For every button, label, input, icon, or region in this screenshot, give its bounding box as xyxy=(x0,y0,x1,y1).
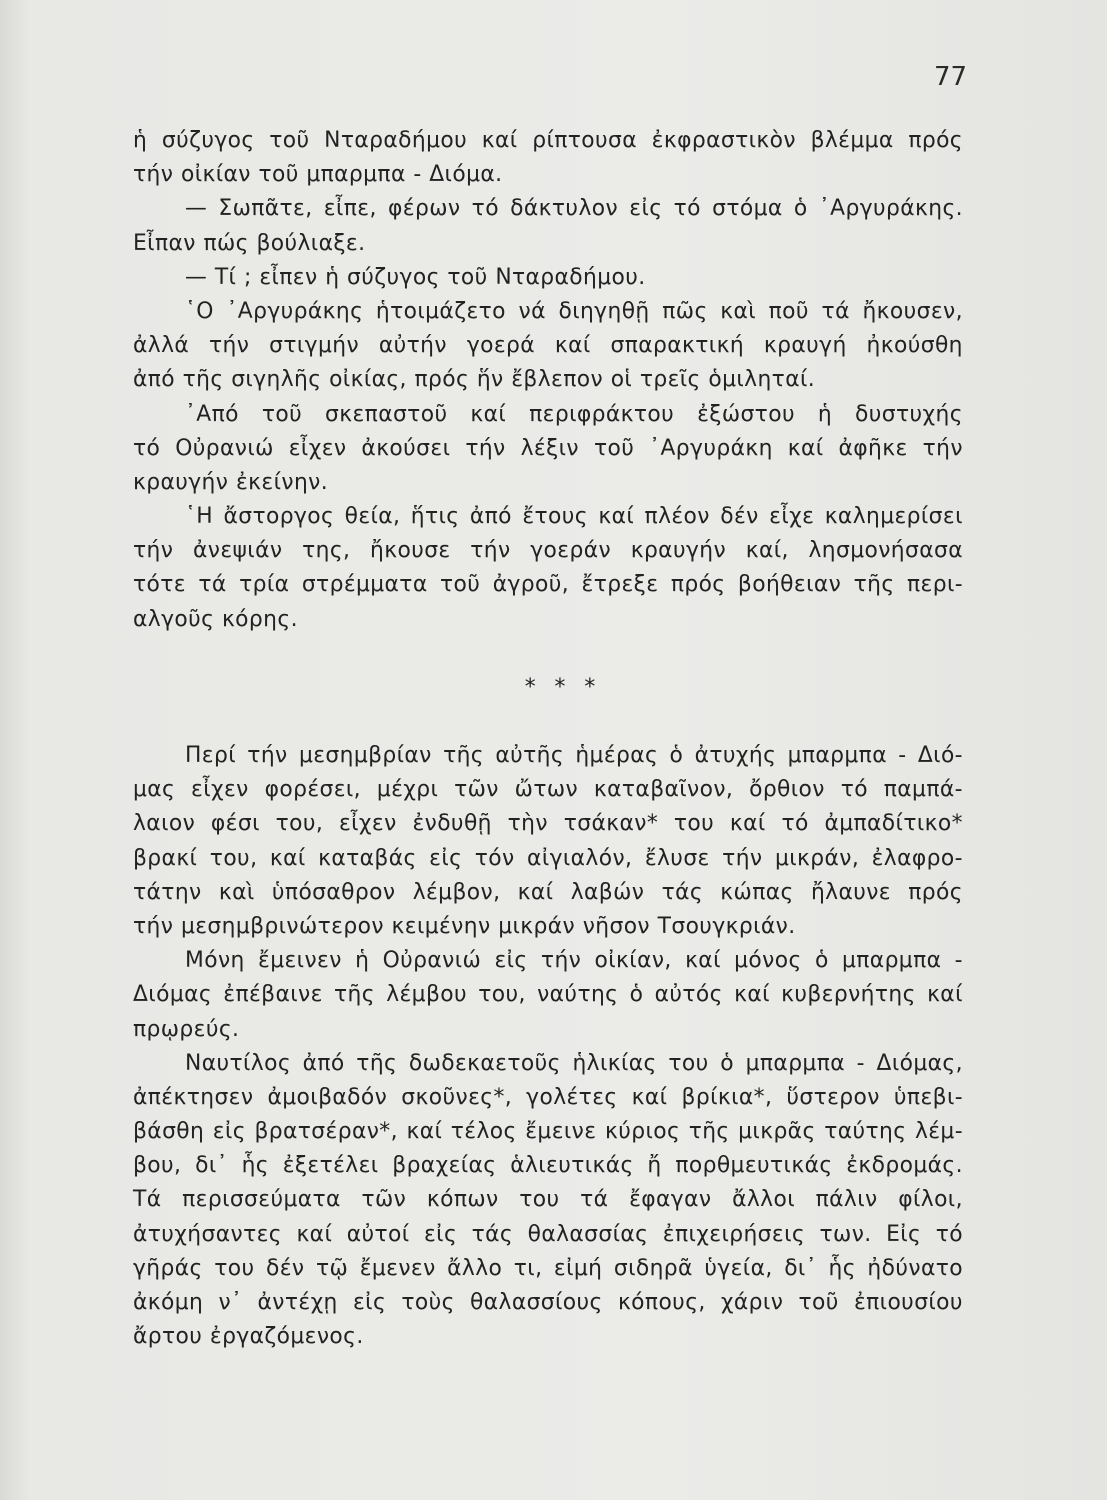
text-line: ἀτυχήσαντες καί αὐτοί εἰς τάς θαλασσίας ἐπιχειρήσεις των. Εἰς τό xyxy=(133,1221,963,1247)
text-line: λαιον φέσι του, εἶχεν ἐνδυθῇ τὴν τσάκαν* του καί τό ἀμπαδίτικο* xyxy=(133,811,963,837)
text-line: Τά περισσεύματα τῶν κόπων του τά ἔφαγαν ἄλλοι πάλιν φίλοι, xyxy=(133,1187,963,1213)
page-text xyxy=(133,124,963,1354)
text-line: μας εἶχεν φορέσει, μέχρι τῶν ὤτων καταβαῖνον, ὄρθιον τό παμπά- xyxy=(133,777,963,803)
text-line: γῆράς του δέν τῷ ἔμενεν ἄλλο τι, εἰμή σιδηρᾶ ὑγεία, δι᾿ ἧς ἠδύνατο xyxy=(133,1255,963,1281)
text-line: Εἶπαν πώς βούλιαξε. xyxy=(133,230,366,256)
text-block-1 xyxy=(133,124,963,637)
text-line: ῾Ο ᾿Αργυράκης ἡτοιμάζετο νά διηγηθῇ πῶς καὶ ποῦ τά ἤκουσεν, xyxy=(185,298,963,324)
text-line: κραυγήν ἐκείνην. xyxy=(133,469,329,495)
text-line: ἄρτου ἐργαζόμενος. xyxy=(133,1324,364,1350)
page-number: 77 xyxy=(934,62,968,92)
text-line: Μόνη ἔμεινεν ἡ Οὐρανιώ εἰς τήν οἰκίαν, καί μόνος ὁ μπαρμπα - xyxy=(185,948,963,974)
section-separator: * * * xyxy=(524,674,602,700)
text-line: ἀπέκτησεν ἀμοιβαδόν σκοῦνες*, γολέτες καί βρίκια*, ὕστερον ὑπεβι- xyxy=(133,1084,963,1110)
text-line: τήν ἀνεψιάν της, ἤκουσε τήν γοεράν κραυγήν καί, λησμονήσασα xyxy=(133,538,963,564)
text-line: πρῳρεύς. xyxy=(133,1016,240,1042)
text-line: τό Οὐρανιώ εἶχεν ἀκούσει τήν λέξιν τοῦ ᾿Αργυράκη καί ἀφῆκε τήν xyxy=(133,435,963,461)
text-line: Διόμας ἐπέβαινε τῆς λέμβου του, ναύτης ὁ αὐτός καί κυβερνήτης καί xyxy=(133,982,963,1008)
text-line: τάτην καὶ ὑπόσαθρον λέμβον, καί λαβών τάς κώπας ἤλαυνε πρός xyxy=(133,879,963,905)
text-line: ᾿Από τοῦ σκεπαστοῦ καί περιφράκτου ἐξώστου ἡ δυστυχής xyxy=(185,401,963,427)
text-line: — Τί ; εἶπεν ἡ σύζυγος τοῦ Νταραδήμου. xyxy=(185,264,646,290)
text-line: — Σωπᾶτε, εἶπε, φέρων τό δάκτυλον εἰς τό στόμα ὁ ᾿Αργυράκης. xyxy=(185,196,963,222)
text-line: ῾Η ἄστοργος θεία, ἥτις ἀπό ἔτους καί πλέον δέν εἶχε καλημερίσει xyxy=(185,504,963,530)
text-line: ἀκόμη ν᾿ ἀντέχῃ εἰς τοὺς θαλασσίους κόπους, χάριν τοῦ ἐπιουσίου xyxy=(133,1290,963,1315)
text-line: βάσθη εἰς βρατσέραν*, καί τέλος ἔμεινε κύριος τῆς μικρᾶς ταύτης λέμ- xyxy=(133,1119,963,1145)
text-line: τήν οἰκίαν τοῦ μπαρμπα - Διόμα. xyxy=(133,162,503,188)
text-line: ἡ σύζυγος τοῦ Νταραδήμου καί ρίπτουσα ἐκφραστικὸν βλέμμα πρός xyxy=(133,128,963,153)
text-line: βου, δι᾿ ἧς ἐξετέλει βραχείας ἁλιευτικάς ἤ πορθμευτικάς ἐκδρομάς. xyxy=(133,1153,963,1179)
text-line: Περί τήν μεσημβρίαν τῆς αὐτῆς ἡμέρας ὁ ἀτυχής μπαρμπα - Διό- xyxy=(185,743,963,768)
text-line: Ναυτίλος ἀπό τῆς δωδεκαετοῦς ἡλικίας του ὁ μπαρμπα - Διόμας, xyxy=(185,1050,963,1076)
text-line: ἀλλά τήν στιγμήν αὐτήν γοερά καί σπαρακτική κραυγή ἠκούσθη xyxy=(133,333,963,359)
text-line: αλγοῦς κόρης. xyxy=(133,606,298,632)
text-block-2 xyxy=(133,739,963,1354)
text-line: βρακί του, καί καταβάς εἰς τόν αἰγιαλόν, ἔλυσε τήν μικράν, ἐλαφρο- xyxy=(133,845,963,871)
text-line: τήν μεσημβρινώτερον κειμένην μικράν νῆσον Τσουγκριάν. xyxy=(133,913,796,939)
text-line: ἀπό τῆς σιγηλῆς οἰκίας, πρός ἥν ἔβλεπον οἱ τρεῖς ὁμιληταί. xyxy=(133,367,816,393)
text-line: τότε τά τρία στρέμματα τοῦ ἀγροῦ, ἔτρεξε πρός βοήθειαν τῆς περι- xyxy=(133,572,963,598)
